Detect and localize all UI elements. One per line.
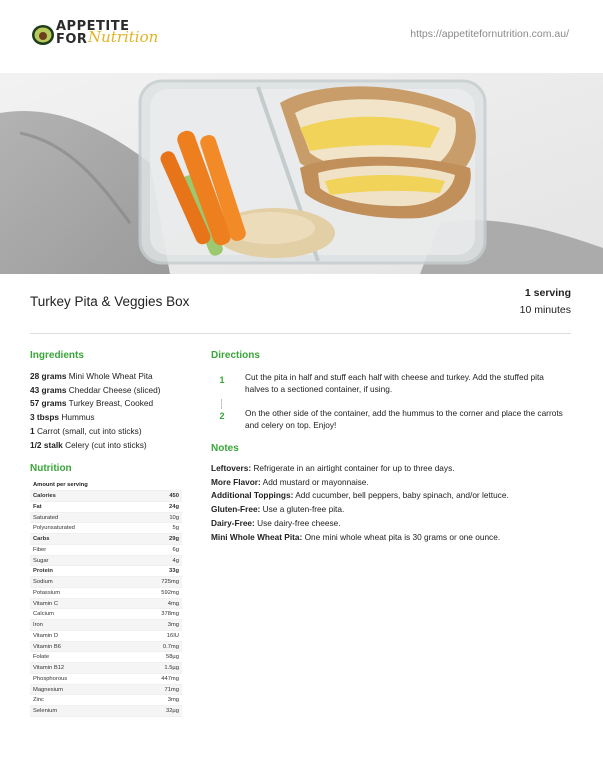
nutrient-value: 450 bbox=[169, 493, 179, 499]
note-label: Leftovers: bbox=[211, 463, 252, 473]
nutrient-label: Zinc bbox=[33, 697, 44, 704]
nutrition-row bbox=[30, 523, 182, 534]
section-divider bbox=[30, 333, 571, 334]
notes-heading: Notes bbox=[211, 443, 239, 454]
nutrient-value: 71mg bbox=[164, 686, 179, 693]
note-label: Mini Whole Wheat Pita: bbox=[211, 531, 303, 542]
nutrition-row bbox=[30, 642, 182, 653]
nutrition-row bbox=[30, 545, 182, 556]
nutrition-row bbox=[30, 609, 182, 620]
note-text: One mini whole wheat pita is 30 grams or one ounce. bbox=[304, 531, 501, 542]
nutrient-value: 0.7mg bbox=[162, 643, 179, 650]
ingredient-item bbox=[30, 397, 200, 411]
ingredient-item bbox=[30, 425, 200, 439]
ingredients-heading: Ingredients bbox=[30, 350, 84, 361]
ingredient-amount: 3 tbsps bbox=[30, 412, 60, 423]
nutrient-value: 24g bbox=[169, 503, 179, 510]
nutrient-value: 29g bbox=[169, 536, 179, 542]
nutrition-row bbox=[30, 695, 182, 706]
nutrient-value: 3mg bbox=[167, 697, 179, 704]
note-item bbox=[211, 531, 571, 545]
nutrient-label: Calories bbox=[33, 493, 56, 499]
nutrition-row bbox=[30, 566, 182, 577]
note-label: Additional Toppings: bbox=[211, 490, 294, 501]
step-text: On the other side of the container, add the hummus to the corner and place the carrots and celery on top. Enjoy! bbox=[245, 408, 563, 430]
note-text: Add cucumber, bell peppers, baby spinach, and/or lettuce. bbox=[295, 490, 509, 501]
step-connector-line bbox=[221, 399, 222, 409]
nutrition-row bbox=[30, 652, 182, 663]
note-text: Use dairy-free cheese. bbox=[257, 517, 341, 528]
nutrition-header-label: Amount per serving bbox=[30, 480, 182, 491]
step-number: 1 bbox=[219, 375, 225, 385]
directions-heading: Directions bbox=[211, 350, 260, 361]
nutrition-row bbox=[30, 502, 182, 513]
avocado-icon bbox=[30, 21, 56, 47]
nutrient-value: 4mg bbox=[167, 600, 179, 607]
nutrient-value: 447mg bbox=[161, 675, 179, 682]
site-url-link[interactable]: https://appetitefornutrition.com.au/ bbox=[410, 28, 569, 40]
nutrient-label: Fiber bbox=[33, 546, 47, 553]
step-text: Cut the pita in half and stuff each half with cheese and turkey. Add the stuffed pita halves to a sectioned container, if using. bbox=[245, 372, 544, 394]
note-item bbox=[211, 503, 571, 517]
nutrition-row bbox=[30, 534, 182, 545]
logo-script-text: Nutrition bbox=[88, 28, 159, 46]
recipe-title: Turkey Pita & Veggies Box bbox=[30, 294, 190, 309]
nutrient-value: 1.5µg bbox=[164, 665, 179, 671]
ingredient-amount: 28 grams bbox=[30, 371, 67, 381]
ingredient-name: Carrot (small, cut into sticks) bbox=[36, 425, 142, 436]
note-label: Dairy-Free: bbox=[211, 517, 255, 528]
nutrient-label: Sugar bbox=[33, 557, 49, 564]
ingredient-amount: 57 grams bbox=[30, 398, 67, 409]
note-item bbox=[211, 489, 571, 503]
note-item bbox=[211, 462, 571, 476]
recipe-time: 10 minutes bbox=[519, 304, 571, 316]
nutrient-label: Calcium bbox=[33, 611, 54, 618]
nutrition-table bbox=[30, 480, 182, 717]
nutrition-row bbox=[30, 620, 182, 631]
nutrition-row bbox=[30, 588, 182, 599]
ingredient-item bbox=[30, 384, 200, 398]
nutrition-row bbox=[30, 674, 182, 685]
nutrient-value: 32µg bbox=[165, 708, 179, 714]
note-item bbox=[211, 476, 571, 490]
recipe-hero-photo bbox=[0, 73, 603, 274]
ingredient-name: Hummus bbox=[61, 412, 95, 423]
ingredients-list bbox=[30, 370, 200, 452]
nutrient-value: 33g bbox=[169, 568, 179, 575]
nutrient-value: 5g bbox=[172, 525, 179, 532]
nutrient-value: 6g bbox=[172, 546, 179, 553]
nutrient-value: 378mg bbox=[161, 611, 179, 618]
nutrition-row bbox=[30, 599, 182, 610]
nutrient-value: 58µg bbox=[165, 654, 179, 661]
nutrition-heading: Nutrition bbox=[30, 463, 72, 474]
nutrient-label: Sodium bbox=[33, 579, 53, 585]
nutrient-label: Polyunsaturated bbox=[33, 525, 75, 532]
nutrient-label: Selenium bbox=[33, 708, 58, 714]
photo-lunchbox-illustration bbox=[0, 73, 603, 274]
note-label: More Flavor: bbox=[211, 476, 261, 487]
nutrition-row bbox=[30, 685, 182, 696]
ingredient-name: Turkey Breast, Cooked bbox=[68, 398, 154, 409]
nutrient-label: Phosphorous bbox=[33, 675, 68, 682]
nutrient-label: Saturated bbox=[33, 514, 59, 521]
step-number: 2 bbox=[219, 411, 225, 421]
page-header bbox=[0, 0, 603, 72]
nutrient-label: Potassium bbox=[33, 589, 61, 596]
nutrient-value: 725mg bbox=[161, 579, 179, 585]
ingredient-amount: 1 bbox=[30, 425, 35, 436]
nutrition-row bbox=[30, 577, 182, 588]
nutrient-label: Iron bbox=[33, 622, 43, 628]
ingredient-amount: 43 grams bbox=[30, 384, 67, 395]
brand-logo[interactable] bbox=[30, 18, 160, 52]
ingredient-name: Celery (cut into sticks) bbox=[65, 439, 147, 450]
nutrient-label: Vitamin B12 bbox=[33, 665, 65, 671]
logo-wordmark-bottom: FOR bbox=[56, 32, 88, 47]
ingredient-amount: 1/2 stalk bbox=[30, 439, 63, 450]
nutrition-row bbox=[30, 631, 182, 642]
ingredient-name: Cheddar Cheese (sliced) bbox=[68, 384, 161, 395]
notes-list bbox=[211, 462, 571, 544]
nutrient-value: 4g bbox=[172, 557, 179, 564]
nutrient-label: Carbs bbox=[33, 536, 50, 542]
nutrient-label: Protein bbox=[33, 568, 53, 575]
ingredient-item bbox=[30, 411, 200, 425]
note-text: Add mustard or mayonnaise. bbox=[262, 476, 369, 487]
nutrient-label: Vitamin C bbox=[33, 600, 59, 607]
nutrient-value: 592mg bbox=[161, 589, 179, 596]
ingredient-name: Mini Whole Wheat Pita bbox=[68, 371, 153, 381]
nutrient-value: 3mg bbox=[167, 622, 179, 628]
note-text: Use a gluten-free pita. bbox=[262, 504, 345, 515]
logo-wordmark-top: APPETITE bbox=[56, 19, 130, 34]
nutrition-row bbox=[30, 513, 182, 524]
note-text: Refrigerate in an airtight container for up to three days. bbox=[253, 463, 455, 473]
nutrient-label: Folate bbox=[33, 654, 50, 661]
note-item bbox=[211, 517, 571, 531]
nutrient-value: 10g bbox=[169, 514, 179, 521]
nutrient-value: 16IU bbox=[166, 632, 179, 639]
nutrient-label: Magnesium bbox=[33, 686, 63, 693]
ingredient-item bbox=[30, 370, 200, 384]
nutrient-label: Fat bbox=[33, 503, 42, 510]
note-label: Gluten-Free: bbox=[211, 504, 261, 515]
nutrition-row bbox=[30, 663, 182, 674]
nutrition-row bbox=[30, 556, 182, 567]
nutrient-label: Vitamin D bbox=[33, 632, 59, 639]
ingredient-item bbox=[30, 439, 200, 453]
nutrition-row bbox=[30, 491, 182, 502]
nutrient-label: Vitamin B6 bbox=[33, 643, 61, 650]
recipe-servings: 1 serving bbox=[524, 287, 571, 299]
nutrition-row bbox=[30, 706, 182, 717]
